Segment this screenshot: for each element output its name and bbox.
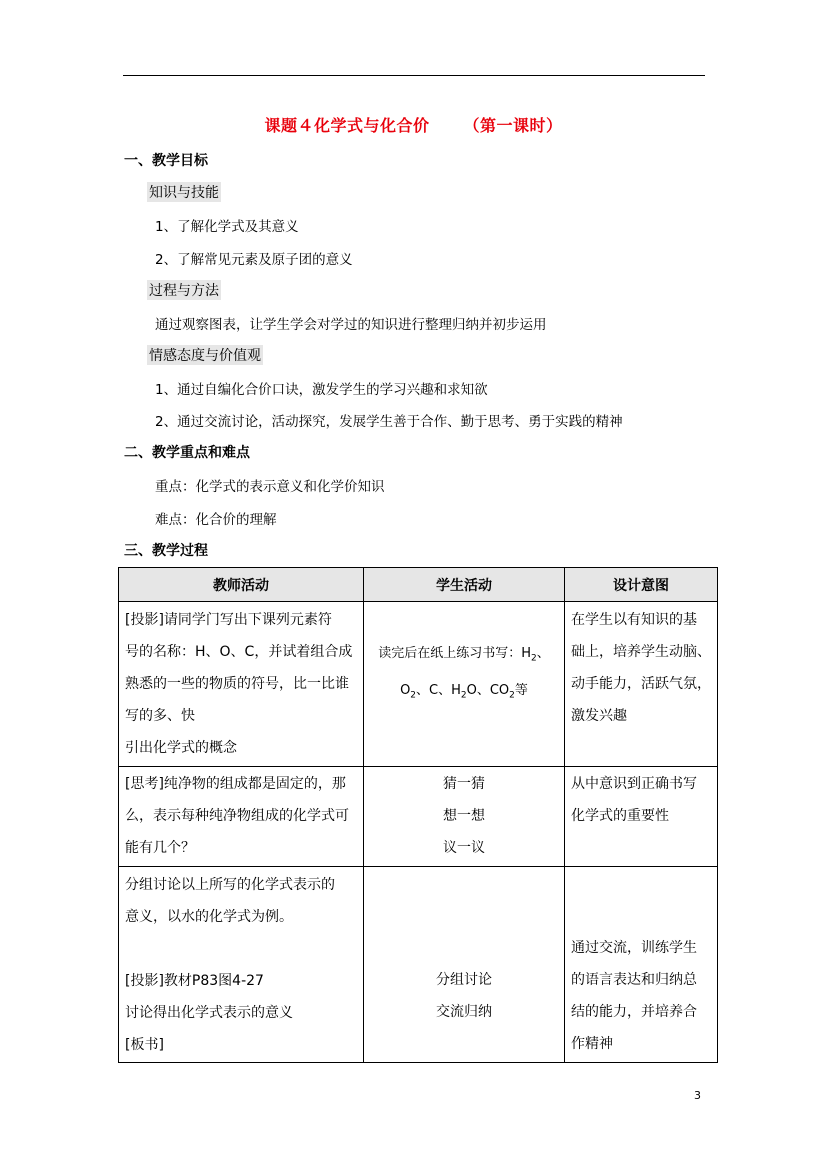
design-intent-cell: [565, 767, 718, 867]
cell-line: 的语言表达和归纳总: [571, 972, 697, 988]
cell-line: 化学式的重要性: [571, 808, 669, 824]
page-number: 3: [694, 1089, 701, 1102]
knowledge-label: 知识与技能: [147, 182, 221, 202]
design-intent-cell: [565, 867, 718, 1063]
column-header: 设计意图: [565, 568, 718, 602]
cell-line: [125, 933, 357, 965]
section2-heading: 二、教学重点和难点: [124, 445, 250, 461]
text: 、: [536, 646, 550, 661]
column-header: 学生活动: [364, 568, 565, 602]
knowledge-item-1: 1、了解化学式及其意义: [155, 219, 299, 235]
cell-line: 能有几个？: [125, 840, 195, 856]
cell-line: [板书]: [125, 1037, 164, 1053]
cell-line: 么，表示每种纯净物组成的化学式可: [125, 808, 349, 824]
text: O: [400, 682, 411, 698]
subscript: 2: [531, 653, 537, 664]
cell-line: 号的名称：H、O、C，并试着组合成: [125, 644, 353, 660]
cell-line: [投影]教材P83图4-27: [125, 973, 264, 989]
document-title: [0, 113, 827, 136]
student-activity-cell: [364, 767, 565, 867]
cell-line: 引出化学式的概念: [125, 740, 237, 756]
cell-line: 意义，以水的化学式为例。: [125, 909, 293, 925]
cell-line: 想一想: [443, 808, 485, 824]
process-table: [118, 567, 718, 1063]
table-row: [119, 867, 718, 1063]
emotion-label: 情感态度与价值观: [147, 345, 263, 365]
key-point: 重点：化学式的表示意义和化学价知识: [155, 479, 385, 495]
method-label: 过程与方法: [147, 280, 221, 300]
cell-line: 在学生以有知识的基: [571, 612, 697, 628]
method-text: 通过观察图表，让学生学会对学过的知识进行整理归纳并初步运用: [155, 317, 547, 333]
cell-line: 交流归纳: [436, 1004, 492, 1020]
title-sub: （第一课时）: [463, 116, 563, 135]
knowledge-item-2: 2、了解常见元素及原子团的意义: [155, 252, 353, 268]
cell-line: 动手能力，活跃气氛，: [571, 676, 711, 692]
cell-line: 础上，培养学生动脑、: [571, 644, 711, 660]
text: 、C、H: [416, 682, 461, 698]
subscript: 2: [410, 690, 417, 701]
cell-line: [370, 675, 558, 712]
subscript: 2: [460, 690, 467, 701]
cell-line: 从中意识到正确书写: [571, 776, 697, 792]
teacher-activity-cell: [119, 767, 364, 867]
cell-line: 猜一猜: [443, 776, 485, 792]
cell-line: 写的多、快: [125, 708, 195, 724]
cell-line: [投影]请同学门写出下课列元素符: [125, 612, 332, 628]
cell-line: 结的能力，并培养合: [571, 1004, 697, 1020]
emotion-item-2: 2、通过交流讨论，活动探究，发展学生善于合作、勤于思考、勇于实践的精神: [155, 414, 623, 430]
difficulty: 难点：化合价的理解: [155, 512, 277, 528]
cell-line: 通过交流，训练学生: [571, 940, 697, 956]
table-row: [119, 602, 718, 767]
column-header: 教师活动: [119, 568, 364, 602]
cell-line: 作精神: [571, 1036, 613, 1052]
table-header-row: [119, 568, 718, 602]
subscript: 2: [509, 690, 515, 701]
cell-line: 讨论得出化学式表示的意义: [125, 1005, 293, 1021]
cell-line: 熟悉的一些的物质的符号，比一比谁: [125, 676, 349, 692]
cell-line: 激发兴趣: [571, 708, 627, 724]
text: 读完后在纸上练习书写：H: [378, 646, 532, 661]
header-rule: [123, 75, 705, 76]
teacher-activity-cell: [119, 602, 364, 767]
teacher-activity-cell: [119, 867, 364, 1063]
student-activity-cell: [364, 867, 565, 1063]
design-intent-cell: [565, 602, 718, 767]
cell-line: [思考]纯净物的组成都是固定的，那: [125, 776, 346, 792]
cell-line: 议一议: [443, 840, 485, 856]
table-row: [119, 767, 718, 867]
student-activity-cell: [364, 602, 565, 767]
cell-line: 分组讨论: [436, 972, 492, 988]
text: 等: [514, 682, 528, 698]
title-main: 课题４化学式与化合价: [264, 116, 430, 135]
section1-heading: 一、教学目标: [124, 153, 208, 169]
section3-heading: 三、教学过程: [124, 543, 208, 559]
cell-line: [370, 638, 558, 675]
text: O、CO: [466, 682, 510, 698]
cell-line: 分组讨论以上所写的化学式表示的: [125, 877, 335, 893]
emotion-item-1: 1、通过自编化合价口诀，激发学生的学习兴趣和求知欲: [155, 382, 488, 398]
